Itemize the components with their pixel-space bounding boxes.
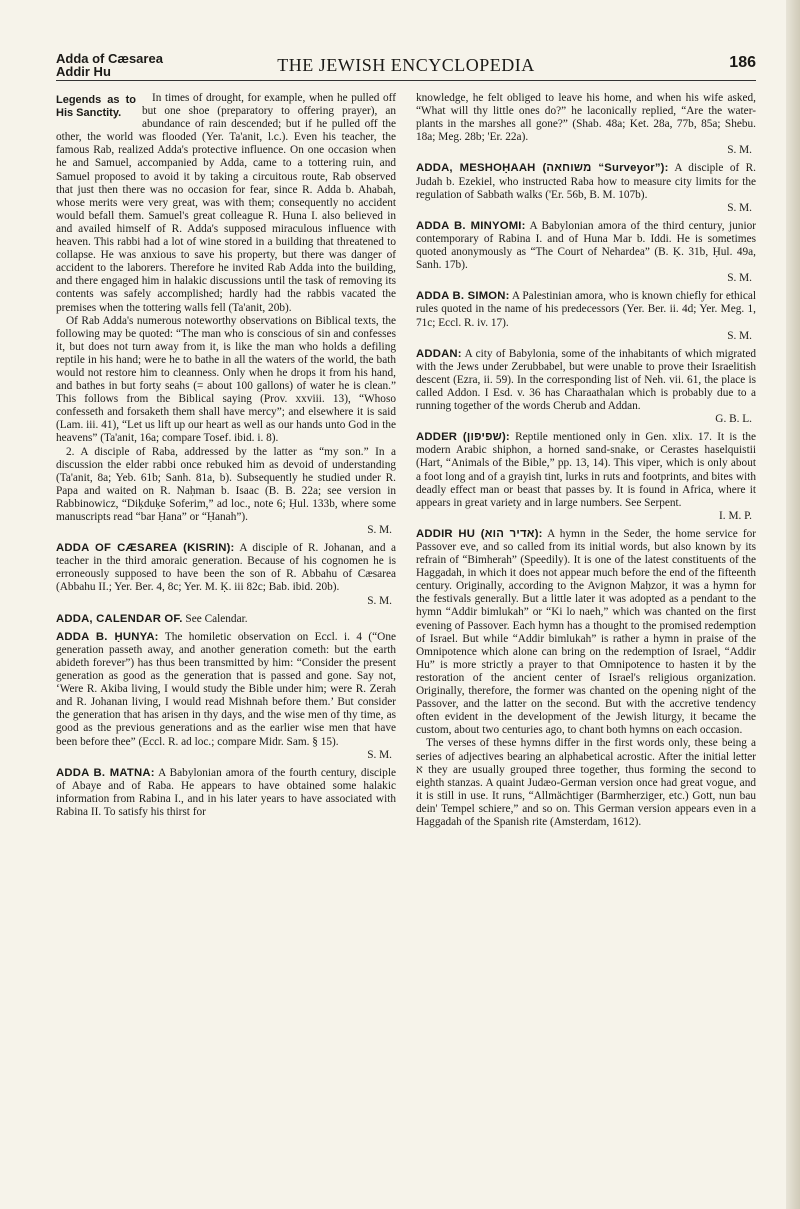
entry-adda-of-caesarea [56,542,396,607]
signature: S. M. [367,748,392,761]
entry-text: A Babylonian amora of the fourth century, disciple of Abaye and of Raba. He appears to have obtained some halakic information from Rabina I., and in his later years to have associated with Rabina II. To satisfy his thirst for [56,766,396,818]
page-number: 186 [729,54,756,71]
paragraph: Of Rab Adda's numerous noteworthy observations on Biblical texts, the following may be quoted: “The man who is conscious of sin and confesses it, but does not turn away from it, is like the man who holds a defiling reptile in his hand; were he to bathe in all the waters of the world, the bath would not restore him to cleanness. Only when he drops it from his hand, and bathes in but forty seahs (= about 100 gallons) of water he is clean.” This follows from the Biblical saying (Prov. xxviii. 13), “Whoso confesseth and forsaketh them shall have mercy”; and elsewhere it is said (Lam. iii. 41), “Let us lift up our heart as well as our hands unto God in the heavens” (Ta'anit, 16a; compare Tosef. ibid. i. 8). [56,314,396,445]
entry-headword: ADDA B. ḤUNYA: [56,630,159,643]
running-head-line2: Addir Hu [56,64,111,79]
signature: G. B. L. [715,413,752,426]
paragraph [56,446,396,538]
entry-addir-hu [416,528,756,738]
page-edge [786,0,800,1209]
entry-addan [416,348,756,427]
entry-headword: ADDIR HU (אדיר הוא): [416,527,543,540]
header-rule [56,80,756,81]
sidenote: Legends as to His Sanctity. [56,94,136,120]
entry-text: A disciple of R. Johanan, and a teacher in the third amoraic generation. Because of his cognomen he is erroneously supposed to have been the son of R. Abbahu of Cæsarea (Abbahu II.; Yer. Ber. 4, 8c; Yer. M. Ḳ. iii 82c; Bab. ibid. 20b). [56,542,396,594]
entry-headword: ADDA B. MINYOMI: [416,219,526,232]
entry-headword: ADDAN: [416,347,462,360]
entry-text: A Palestinian amora, who is known chiefly for ethical rules quoted in the name of his predecessors (Yer. Ber. ii. 4d; Yer. Meg. 1, 71c; Eccl. R. iv. 17). [416,290,756,329]
entry-adda-calendar [56,613,396,626]
signature: I. M. P. [719,509,752,522]
signature: S. M. [727,201,752,214]
entry-headword: ADDA, CALENDAR OF. [56,612,183,625]
signature: S. M. [367,594,392,607]
paragraph-text: 2. A disciple of Raba, addressed by the latter as “my son.” In a discussion the elder rabbi once rebuked him as devoid of understanding (Ta'anit, 8a; Yeb. 61b; Sanh. 81a, b). Subsequently he studied under R. Papa and waited on R. Naḥman b. Isaac (B. B. 22a; see version in Rabbinowicz, “Diḳduḳe Soferim,” ad loc., note 6; Ḥul. 133b, where some manuscripts read “bar Ḥana” or “Ḥanah”). [56,445,396,523]
entry-adda-b-simon [416,290,756,342]
page-header [56,52,756,78]
entry-adder [416,431,756,523]
entry-adda-meshohaah [416,162,756,214]
entry-headword: ADDA, MESHOḤAAH (משוחאה “Surveyor”): [416,162,669,175]
entry-text: A city of Babylonia, some of the inhabitants of which migrated with the Jews under Zerubbabel, but were unable to prove their Israelitish descent (Ezra, ii. 59). In the corresponding list of Neh. vii. 61, the place is called Addon. I Esd. v. 36 has Charaathalan which is probably due to a running together of the words Cherub and Addan. [416,347,756,413]
entry-text: Reptile mentioned only in Gen. xlix. 17. It is the modern Arabic shiphon, a horned sand-snake, or Cerastes haselquistii (Hart, “Animals of the Bible,” pp. 13, 14). This viper, which is only about a foot long and of a grayish tint, lurks in ruts and footprints, and bites with deadly effect man or beast that passes by. It is found in Africa, where it appears in great variety and in large numbers. See Serpent. [416,431,756,509]
entry-adda-b-minyomi [416,220,756,285]
entry-headword: ADDER (שפיפון): [416,431,510,444]
entry-text: The homiletic observation on Eccl. i. 4 (“One generation passeth away, and another generation cometh: but the earth abideth forever”) has thus been transmitted by him: “Consider the present generation as good as the generation that is passed and gone. Say not, ‘Were R. Akiba living, I would study the Bible under him; were R. Zerah and R. Johanan living, I would read Mishnah before them.’ But consider the generation that has arisen in thy days, and the wise men of thy time, as good as the previous generations and as the earlier wise men that have been before thee” (Eccl. R. ad loc.; compare Midr. Sam. § 15). [56,630,396,748]
signature: S. M. [727,144,752,157]
paragraph [416,92,756,157]
right-column [416,92,756,829]
entry-text: A hymn in the Seder, the home service for Passover eve, and so called from its initial words, but also known by its refrain of “Bimherah” (Speedily). It is one of the latest constituents of the Haggadah, in which it does not appear much before the end of the fifteenth century. Originally, according to the Avignon Maḥzor, it was a hymn for the festivals generally. But a little later it was adopted as a pendant to the hymn “Addir bimlukah” or “Ki lo naeh,” which was chanted on the first evening of Passover. Each hymn has a thought to the promised redemption of Israel. But while “Addir bimlukah” is rather a hymn in praise of the Omnipotence which alone can bring on the redemption of Israel, “Addir Hu” is more strictly a prayer to that Omnipotence to hasten it by the restoration of the ancient center of Israel's religious organization. Originally, therefore, the former was chanted on the opening night of the Passover, and the latter on the second. But with the accretive tendency often evident in the development of the Jewish liturgy, it became the custom, about two centuries ago, to chant both hymns on each occasion. [416,527,756,737]
running-head-line1: Adda of Cæsarea [56,51,163,66]
signature: S. M. [727,272,752,285]
entry-text: See Calendar. [182,612,248,625]
entry-headword: ADDA B. SIMON: [416,290,510,303]
paragraph-text: In times of drought, for example, when he pulled off but one shoe (preparatory to offering prayer), an abundance of rain descended; but if he pulled off the other, the world was flooded (Yer. Ta'anit, l.c.). Even his teacher, the famous Rab, realized Adda's protective influence. On one occasion when he and Samuel, accompanied by Adda, came to a tottering ruin, and Samuel proposed to avoid it by taking a circuitous route, Rab observed that just then there was no occasion for fear, since R. Adda b. Ahabah, whose merits were very great, was with them; consequently no accident would befall them. Samuel's great colleague R. Huna I. also believed in and availed himself of R. Adda's supposed miraculous influence with heaven. This rabbi had a lot of wine stored in a building that threatened to collapse. He was anxious to save his property, but there was danger of accident to the laborers. Therefore he invited Rab Adda into the building, and there engaged him in halakic discussions until the task of removing its contents was safely accomplished; hardly had the rabbis vacated the premises when the tottering walls fell (Ta'anit, 20b). [56,92,396,314]
paragraph: The verses of these hymns differ in the first words only, these being a series of adjectives bearing an alphabetical acrostic. After the initial letter א they are usually grouped three together, thus forming the second to eighth stanzas. A quaint Judæo-German version once had great vogue, and it is still in use. It runs, “Allmächtiger (Barmherziger, etc.) Gott, nun bau dein' Tempel schiere,” and so on. This German version appears even in a Haggadah of the Spanish rite (Amsterdam, 1612). [416,737,756,828]
entry-text: A disciple of R. Judah b. Ezekiel, who instructed Raba how to measure city limits for the regulation of Sabbath walks ('Er. 56b, B. M. 107b). [416,162,756,201]
paragraph-text: knowledge, he felt obliged to leave his home, and when his wife asked, “What will thy little ones do?” he laconically replied, “Are the water-plants in the marshes all gone?” (Shab. 48a; Ket. 28a, 77b, 85a; Shebu. 18a; Meg. 28b; 'Er. 22a). [416,92,756,144]
signature: S. M. [367,524,392,537]
left-column [56,92,396,819]
signature: S. M. [727,329,752,342]
entry-adda-b-hunya [56,631,396,762]
entry-headword: ADDA B. MATNA: [56,766,155,779]
entry-adda-b-matna [56,767,396,819]
paragraph [56,92,396,315]
entry-headword: ADDA OF CÆSAREA (KISRIN): [56,542,235,555]
entry-text: A Babylonian amora of the third century, junior contemporary of Rabina I. and of Huna Mar b. Iddi. He is sometimes quoted anonymously as “The Court of Nehardea” (B. Ḳ. 31b, Ḥul. 49a, Sanh. 17b). [416,219,757,272]
publication-title: THE JEWISH ENCYCLOPEDIA [277,55,535,75]
